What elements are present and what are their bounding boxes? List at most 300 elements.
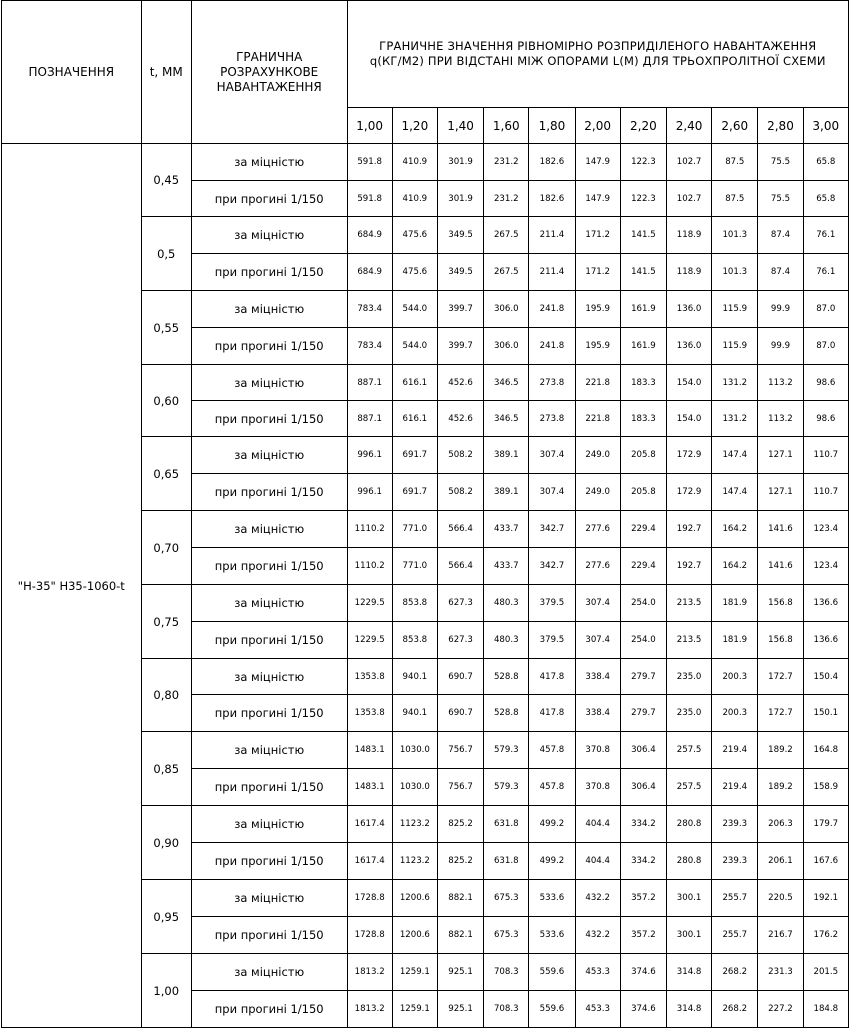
value-cell: 206.3: [758, 806, 803, 843]
value-cell: 267.5: [484, 254, 529, 291]
value-cell: 183.3: [620, 365, 666, 401]
value-cell: 882.1: [437, 917, 483, 954]
value-cell: 220.5: [758, 880, 803, 917]
value-cell: 161.9: [620, 328, 666, 365]
value-cell: 115.9: [712, 328, 758, 365]
value-cell: 255.7: [712, 880, 758, 917]
value-cell: 410.9: [392, 181, 437, 217]
load-type-cell: за міцністю: [191, 365, 347, 401]
span-header-cell: 3,00: [803, 108, 848, 144]
value-cell: 172.9: [666, 474, 711, 511]
value-cell: 432.2: [575, 917, 620, 954]
value-cell: 314.8: [666, 991, 711, 1028]
value-cell: 213.5: [666, 622, 711, 659]
value-cell: 480.3: [484, 585, 529, 622]
value-cell: 181.9: [712, 622, 758, 659]
table-title: ГРАНИЧНЕ ЗНАЧЕННЯ РІВНОМІРНО РОЗПРИДІЛЕНОГО НАВАНТАЖЕННЯ q(КГ/М2) ПРИ ВІДСТАНІ МІЖ ОПОРАМИ L(М) ДЛЯ ТРЬОХПРОЛІТНОЇ СХЕМИ: [347, 1, 848, 108]
value-cell: 1229.5: [347, 585, 392, 622]
value-cell: 65.8: [803, 181, 848, 217]
table-row: [2, 144, 849, 181]
value-cell: 239.3: [712, 843, 758, 880]
value-cell: 389.1: [484, 474, 529, 511]
value-cell: 154.0: [666, 365, 711, 401]
value-cell: 136.6: [803, 622, 848, 659]
value-cell: 235.0: [666, 695, 711, 732]
value-cell: 122.3: [620, 144, 666, 181]
value-cell: 211.4: [529, 217, 575, 254]
value-cell: 691.7: [392, 437, 437, 474]
value-cell: 229.4: [620, 511, 666, 548]
value-cell: 389.1: [484, 437, 529, 474]
value-cell: 277.6: [575, 548, 620, 585]
value-cell: 771.0: [392, 511, 437, 548]
load-type-header: ГРАНИЧНА РОЗРАХУНКОВЕ НАВАНТАЖЕННЯ: [191, 1, 347, 144]
value-cell: 1617.4: [347, 806, 392, 843]
thickness-cell: 0,45: [141, 144, 191, 217]
load-type-cell: за міцністю: [191, 954, 347, 991]
value-cell: 887.1: [347, 365, 392, 401]
value-cell: 87.0: [803, 328, 848, 365]
value-cell: 200.3: [712, 659, 758, 695]
value-cell: 87.0: [803, 291, 848, 328]
value-cell: 205.8: [620, 474, 666, 511]
load-type-cell: за міцністю: [191, 511, 347, 548]
value-cell: 306.0: [484, 291, 529, 328]
value-cell: 206.1: [758, 843, 803, 880]
value-cell: 684.9: [347, 254, 392, 291]
thickness-cell: 0,85: [141, 732, 191, 806]
value-cell: 533.6: [529, 917, 575, 954]
value-cell: 708.3: [484, 991, 529, 1028]
value-cell: 113.2: [758, 365, 803, 401]
value-cell: 457.8: [529, 732, 575, 769]
value-cell: 825.2: [437, 806, 483, 843]
value-cell: 334.2: [620, 806, 666, 843]
span-header-cell: 2,80: [758, 108, 803, 144]
value-cell: 147.9: [575, 144, 620, 181]
value-cell: 249.0: [575, 437, 620, 474]
value-cell: 241.8: [529, 291, 575, 328]
value-cell: 136.6: [803, 585, 848, 622]
value-cell: 306.0: [484, 328, 529, 365]
load-type-cell: при прогині 1/150: [191, 695, 347, 732]
value-cell: 219.4: [712, 769, 758, 806]
load-type-cell: при прогині 1/150: [191, 328, 347, 365]
value-cell: 404.4: [575, 843, 620, 880]
value-cell: 102.7: [666, 181, 711, 217]
value-cell: 101.3: [712, 217, 758, 254]
load-type-cell: при прогині 1/150: [191, 474, 347, 511]
value-cell: 176.2: [803, 917, 848, 954]
value-cell: 229.4: [620, 548, 666, 585]
value-cell: 184.8: [803, 991, 848, 1028]
value-cell: 940.1: [392, 659, 437, 695]
thickness-cell: 0,55: [141, 291, 191, 365]
value-cell: 167.6: [803, 843, 848, 880]
load-type-cell: при прогині 1/150: [191, 254, 347, 291]
value-cell: 1110.2: [347, 548, 392, 585]
value-cell: 307.4: [575, 622, 620, 659]
span-header-cell: 1,20: [392, 108, 437, 144]
value-cell: 182.6: [529, 181, 575, 217]
value-cell: 853.8: [392, 622, 437, 659]
thickness-cell: 1,00: [141, 954, 191, 1028]
value-cell: 98.6: [803, 401, 848, 437]
load-type-cell: при прогині 1/150: [191, 769, 347, 806]
value-cell: 257.5: [666, 769, 711, 806]
value-cell: 171.2: [575, 217, 620, 254]
value-cell: 150.1: [803, 695, 848, 732]
load-type-cell: за міцністю: [191, 585, 347, 622]
value-cell: 559.6: [529, 991, 575, 1028]
value-cell: 1259.1: [392, 954, 437, 991]
value-cell: 1110.2: [347, 511, 392, 548]
value-cell: 205.8: [620, 437, 666, 474]
value-cell: 195.9: [575, 291, 620, 328]
value-cell: 147.9: [575, 181, 620, 217]
value-cell: 268.2: [712, 991, 758, 1028]
thickness-cell: 0,70: [141, 511, 191, 585]
value-cell: 1259.1: [392, 991, 437, 1028]
value-cell: 338.4: [575, 695, 620, 732]
value-cell: 1813.2: [347, 954, 392, 991]
load-table: [1, 0, 849, 1028]
value-cell: 342.7: [529, 548, 575, 585]
value-cell: 399.7: [437, 328, 483, 365]
span-header-cell: 1,60: [484, 108, 529, 144]
value-cell: 480.3: [484, 622, 529, 659]
value-cell: 370.8: [575, 732, 620, 769]
value-cell: 307.4: [529, 474, 575, 511]
value-cell: 231.3: [758, 954, 803, 991]
value-cell: 528.8: [484, 659, 529, 695]
value-cell: 1483.1: [347, 769, 392, 806]
value-cell: 254.0: [620, 585, 666, 622]
value-cell: 616.1: [392, 365, 437, 401]
load-type-cell: при прогині 1/150: [191, 991, 347, 1028]
value-cell: 544.0: [392, 291, 437, 328]
load-type-cell: при прогині 1/150: [191, 181, 347, 217]
value-cell: 231.2: [484, 181, 529, 217]
value-cell: 783.4: [347, 328, 392, 365]
value-cell: 189.2: [758, 769, 803, 806]
value-cell: 631.8: [484, 843, 529, 880]
value-cell: 122.3: [620, 181, 666, 217]
value-cell: 499.2: [529, 843, 575, 880]
value-cell: 627.3: [437, 622, 483, 659]
value-cell: 544.0: [392, 328, 437, 365]
value-cell: 346.5: [484, 401, 529, 437]
value-cell: 102.7: [666, 144, 711, 181]
span-header-cell: 1,40: [437, 108, 483, 144]
value-cell: 189.2: [758, 732, 803, 769]
load-type-cell: при прогині 1/150: [191, 843, 347, 880]
value-cell: 1030.0: [392, 732, 437, 769]
value-cell: 691.7: [392, 474, 437, 511]
value-cell: 579.3: [484, 769, 529, 806]
value-cell: 404.4: [575, 806, 620, 843]
value-cell: 453.3: [575, 991, 620, 1028]
load-type-cell: при прогині 1/150: [191, 548, 347, 585]
value-cell: 1229.5: [347, 622, 392, 659]
value-cell: 627.3: [437, 585, 483, 622]
designation-cell: "Н-35" Н35-1060-t: [2, 144, 142, 1028]
span-header-cell: 2,40: [666, 108, 711, 144]
value-cell: 136.0: [666, 328, 711, 365]
value-cell: 141.6: [758, 548, 803, 585]
value-cell: 346.5: [484, 365, 529, 401]
value-cell: 147.4: [712, 474, 758, 511]
value-cell: 239.3: [712, 806, 758, 843]
thickness-cell: 0,75: [141, 585, 191, 659]
value-cell: 771.0: [392, 548, 437, 585]
value-cell: 99.9: [758, 328, 803, 365]
value-cell: 338.4: [575, 659, 620, 695]
value-cell: 684.9: [347, 217, 392, 254]
value-cell: 925.1: [437, 991, 483, 1028]
value-cell: 708.3: [484, 954, 529, 991]
span-header-cell: 1,00: [347, 108, 392, 144]
value-cell: 306.4: [620, 732, 666, 769]
value-cell: 1617.4: [347, 843, 392, 880]
value-cell: 825.2: [437, 843, 483, 880]
value-cell: 432.2: [575, 880, 620, 917]
value-cell: 631.8: [484, 806, 529, 843]
load-type-cell: за міцністю: [191, 437, 347, 474]
value-cell: 110.7: [803, 437, 848, 474]
value-cell: 150.4: [803, 659, 848, 695]
span-header-cell: 2,00: [575, 108, 620, 144]
value-cell: 1813.2: [347, 991, 392, 1028]
value-cell: 452.6: [437, 401, 483, 437]
value-cell: 127.1: [758, 437, 803, 474]
thickness-cell: 0,95: [141, 880, 191, 954]
value-cell: 273.8: [529, 401, 575, 437]
value-cell: 591.8: [347, 144, 392, 181]
load-type-cell: за міцністю: [191, 880, 347, 917]
value-cell: 164.2: [712, 511, 758, 548]
value-cell: 616.1: [392, 401, 437, 437]
value-cell: 1123.2: [392, 806, 437, 843]
value-cell: 508.2: [437, 474, 483, 511]
value-cell: 183.3: [620, 401, 666, 437]
value-cell: 370.8: [575, 769, 620, 806]
value-cell: 75.5: [758, 144, 803, 181]
value-cell: 235.0: [666, 659, 711, 695]
value-cell: 528.8: [484, 695, 529, 732]
value-cell: 300.1: [666, 880, 711, 917]
load-type-cell: за міцністю: [191, 217, 347, 254]
value-cell: 433.7: [484, 511, 529, 548]
value-cell: 127.1: [758, 474, 803, 511]
thickness-cell: 0,5: [141, 217, 191, 291]
value-cell: 268.2: [712, 954, 758, 991]
value-cell: 221.8: [575, 401, 620, 437]
value-cell: 182.6: [529, 144, 575, 181]
value-cell: 101.3: [712, 254, 758, 291]
value-cell: 690.7: [437, 659, 483, 695]
value-cell: 213.5: [666, 585, 711, 622]
value-cell: 279.7: [620, 659, 666, 695]
value-cell: 156.8: [758, 585, 803, 622]
value-cell: 433.7: [484, 548, 529, 585]
value-cell: 410.9: [392, 144, 437, 181]
value-cell: 1728.8: [347, 917, 392, 954]
value-cell: 314.8: [666, 954, 711, 991]
load-type-cell: при прогині 1/150: [191, 401, 347, 437]
value-cell: 475.6: [392, 217, 437, 254]
value-cell: 1123.2: [392, 843, 437, 880]
value-cell: 110.7: [803, 474, 848, 511]
value-cell: 219.4: [712, 732, 758, 769]
value-cell: 113.2: [758, 401, 803, 437]
load-type-cell: при прогині 1/150: [191, 917, 347, 954]
value-cell: 192.1: [803, 880, 848, 917]
value-cell: 591.8: [347, 181, 392, 217]
value-cell: 65.8: [803, 144, 848, 181]
thickness-cell: 0,90: [141, 806, 191, 880]
value-cell: 300.1: [666, 917, 711, 954]
value-cell: 579.3: [484, 732, 529, 769]
value-cell: 887.1: [347, 401, 392, 437]
value-cell: 374.6: [620, 991, 666, 1028]
value-cell: 1728.8: [347, 880, 392, 917]
value-cell: 273.8: [529, 365, 575, 401]
value-cell: 99.9: [758, 291, 803, 328]
value-cell: 675.3: [484, 917, 529, 954]
value-cell: 452.6: [437, 365, 483, 401]
value-cell: 853.8: [392, 585, 437, 622]
value-cell: 172.7: [758, 695, 803, 732]
value-cell: 756.7: [437, 769, 483, 806]
value-cell: 136.0: [666, 291, 711, 328]
header-row-top: [2, 1, 849, 108]
value-cell: 1030.0: [392, 769, 437, 806]
value-cell: 87.4: [758, 254, 803, 291]
value-cell: 267.5: [484, 217, 529, 254]
value-cell: 349.5: [437, 254, 483, 291]
value-cell: 192.7: [666, 548, 711, 585]
value-cell: 154.0: [666, 401, 711, 437]
value-cell: 141.6: [758, 511, 803, 548]
value-cell: 1353.8: [347, 695, 392, 732]
value-cell: 216.7: [758, 917, 803, 954]
value-cell: 334.2: [620, 843, 666, 880]
value-cell: 211.4: [529, 254, 575, 291]
value-cell: 417.8: [529, 659, 575, 695]
value-cell: 756.7: [437, 732, 483, 769]
value-cell: 307.4: [529, 437, 575, 474]
value-cell: 195.9: [575, 328, 620, 365]
value-cell: 996.1: [347, 437, 392, 474]
value-cell: 87.4: [758, 217, 803, 254]
value-cell: 475.6: [392, 254, 437, 291]
value-cell: 453.3: [575, 954, 620, 991]
value-cell: 357.2: [620, 917, 666, 954]
load-type-cell: за міцністю: [191, 806, 347, 843]
span-header-cell: 2,60: [712, 108, 758, 144]
value-cell: 75.5: [758, 181, 803, 217]
value-cell: 123.4: [803, 511, 848, 548]
value-cell: 301.9: [437, 144, 483, 181]
value-cell: 231.2: [484, 144, 529, 181]
value-cell: 533.6: [529, 880, 575, 917]
value-cell: 254.0: [620, 622, 666, 659]
value-cell: 249.0: [575, 474, 620, 511]
value-cell: 1483.1: [347, 732, 392, 769]
value-cell: 508.2: [437, 437, 483, 474]
value-cell: 255.7: [712, 917, 758, 954]
value-cell: 179.7: [803, 806, 848, 843]
thickness-cell: 0,80: [141, 659, 191, 732]
value-cell: 996.1: [347, 474, 392, 511]
value-cell: 181.9: [712, 585, 758, 622]
value-cell: 1200.6: [392, 917, 437, 954]
value-cell: 280.8: [666, 843, 711, 880]
value-cell: 257.5: [666, 732, 711, 769]
value-cell: 141.5: [620, 217, 666, 254]
value-cell: 783.4: [347, 291, 392, 328]
value-cell: 87.5: [712, 144, 758, 181]
value-cell: 307.4: [575, 585, 620, 622]
value-cell: 241.8: [529, 328, 575, 365]
value-cell: 277.6: [575, 511, 620, 548]
value-cell: 279.7: [620, 695, 666, 732]
value-cell: 156.8: [758, 622, 803, 659]
load-type-cell: за міцністю: [191, 732, 347, 769]
value-cell: 349.5: [437, 217, 483, 254]
value-cell: 882.1: [437, 880, 483, 917]
value-cell: 118.9: [666, 217, 711, 254]
load-type-cell: при прогині 1/150: [191, 622, 347, 659]
value-cell: 201.5: [803, 954, 848, 991]
value-cell: 147.4: [712, 437, 758, 474]
value-cell: 399.7: [437, 291, 483, 328]
value-cell: 76.1: [803, 217, 848, 254]
value-cell: 172.9: [666, 437, 711, 474]
value-cell: 559.6: [529, 954, 575, 991]
value-cell: 164.2: [712, 548, 758, 585]
value-cell: 161.9: [620, 291, 666, 328]
value-cell: 115.9: [712, 291, 758, 328]
table-body: [2, 144, 849, 1028]
span-header-cell: 1,80: [529, 108, 575, 144]
value-cell: 227.2: [758, 991, 803, 1028]
value-cell: 221.8: [575, 365, 620, 401]
value-cell: 141.5: [620, 254, 666, 291]
value-cell: 566.4: [437, 511, 483, 548]
value-cell: 192.7: [666, 511, 711, 548]
value-cell: 925.1: [437, 954, 483, 991]
value-cell: 301.9: [437, 181, 483, 217]
value-cell: 76.1: [803, 254, 848, 291]
thickness-header: t, ММ: [141, 1, 191, 144]
value-cell: 171.2: [575, 254, 620, 291]
value-cell: 379.5: [529, 585, 575, 622]
value-cell: 342.7: [529, 511, 575, 548]
value-cell: 675.3: [484, 880, 529, 917]
value-cell: 379.5: [529, 622, 575, 659]
value-cell: 280.8: [666, 806, 711, 843]
span-header-cell: 2,20: [620, 108, 666, 144]
value-cell: 172.7: [758, 659, 803, 695]
value-cell: 118.9: [666, 254, 711, 291]
value-cell: 566.4: [437, 548, 483, 585]
value-cell: 123.4: [803, 548, 848, 585]
value-cell: 306.4: [620, 769, 666, 806]
value-cell: 131.2: [712, 401, 758, 437]
value-cell: 457.8: [529, 769, 575, 806]
